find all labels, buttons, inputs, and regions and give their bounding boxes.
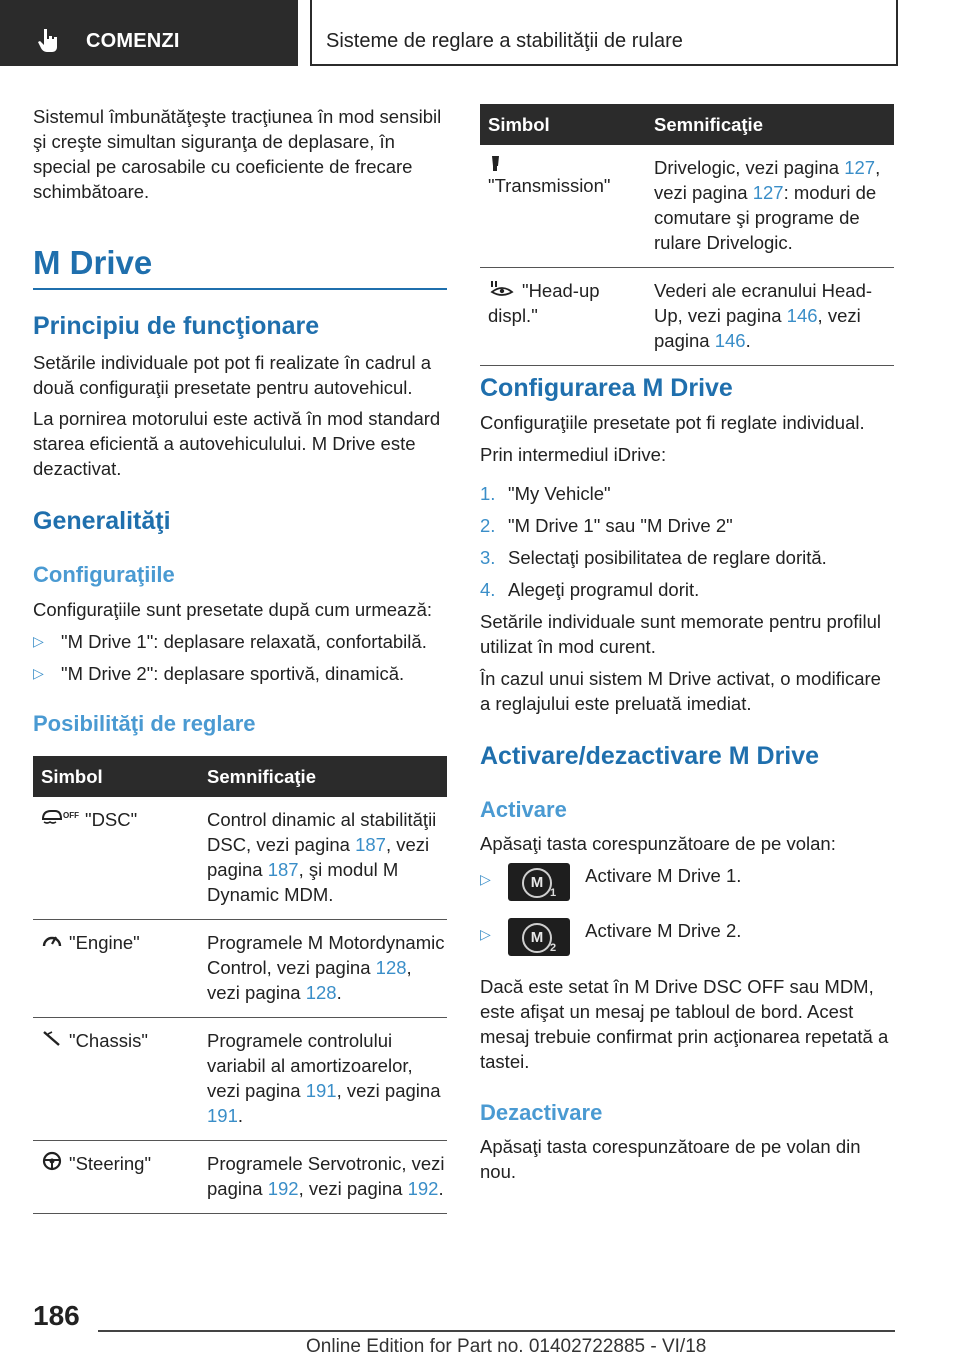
header-symbol: Simbol bbox=[480, 104, 646, 145]
page-number: 186 bbox=[33, 1300, 80, 1331]
table-header-row bbox=[33, 756, 447, 797]
configure-paragraph-1: Configuraţiile presetate pot fi reglate individual. bbox=[480, 412, 865, 433]
general-heading: Generalităţi bbox=[33, 507, 171, 535]
activate-deactivate-heading: Activare/dezactivare M Drive bbox=[480, 742, 820, 770]
configure-heading: Configurarea M Drive bbox=[480, 374, 733, 402]
configure-paragraph-4: În cazul unui sistem M Drive activat, o modificare a reglajului este preluată imediat. bbox=[480, 668, 881, 714]
bullet-triangle-icon: ▷ bbox=[33, 665, 44, 681]
principle-paragraph-1: Setările individuale pot pot fi realizate în cadrul a două configuraţii presetate pentru autovehicul. bbox=[33, 352, 431, 398]
m-drive-heading: M Drive bbox=[33, 244, 153, 281]
page-link[interactable]: 191 bbox=[207, 1105, 238, 1126]
edition-text: Online Edition for Part no. 01402722885 - VI/18 bbox=[306, 1336, 707, 1357]
symbol-cell: "Transmission" bbox=[480, 145, 646, 268]
activate-paragraph: Apăsaţi tasta corespunzătoare de pe volan: bbox=[480, 833, 836, 854]
step-1: 1. "My Vehicle" bbox=[480, 483, 611, 504]
hand-pointer-icon bbox=[38, 27, 62, 53]
table-row bbox=[480, 145, 894, 268]
configure-paragraph-2: Prin intermediul iDrive: bbox=[480, 444, 667, 465]
footer-rule bbox=[98, 1330, 895, 1332]
steering-wheel-icon bbox=[41, 1151, 63, 1171]
gear-lever-icon bbox=[488, 155, 502, 173]
deactivate-paragraph: Apăsaţi tasta corespunzătoare de pe volan din nou. bbox=[480, 1136, 861, 1182]
svg-text:OFF: OFF bbox=[63, 811, 79, 820]
activate-item-2: ▷ M 2 Activare M Drive 2. bbox=[480, 920, 742, 954]
meaning-cell: Programele Servotronic, vezi pagina 192, vezi pagina 192. bbox=[199, 1141, 447, 1214]
symbols-table-wrap bbox=[480, 104, 894, 366]
symbol-cell: "Chassis" bbox=[33, 1018, 199, 1141]
page-link[interactable]: 127 bbox=[844, 157, 876, 178]
section-title: Sisteme de reglare a stabilităţii de rulare bbox=[326, 30, 683, 52]
chassis-icon bbox=[41, 1028, 63, 1048]
page-link[interactable]: 187 bbox=[267, 859, 299, 880]
principle-paragraph-2: La pornirea motorului este activă în mod standard starea eficientă a autovehiculului. M Drive este dezactivat. bbox=[33, 408, 441, 479]
activate-heading: Activare bbox=[480, 797, 567, 822]
table-row bbox=[33, 1141, 447, 1214]
page-link[interactable]: 128 bbox=[375, 957, 407, 978]
bullet-triangle-icon: ▷ bbox=[480, 926, 491, 942]
config-item-1: ▷ "M Drive 1": deplasare relaxată, confortabilă. bbox=[33, 631, 427, 652]
page-link[interactable]: 128 bbox=[305, 982, 337, 1003]
deactivate-heading: Dezactivare bbox=[480, 1100, 603, 1125]
symbol-cell: "Engine" bbox=[33, 920, 199, 1018]
table-row bbox=[33, 797, 447, 920]
table-header-row bbox=[480, 104, 894, 145]
principle-heading: Principiu de funcţionare bbox=[33, 312, 320, 340]
options-table bbox=[33, 756, 447, 1214]
meaning-cell: Drivelogic, vezi pagina 127, vezi pagina 127: moduri de comutare şi programe de rulare Drivelogic. bbox=[646, 145, 894, 268]
meaning-cell: Control dinamic al stabilităţii DSC, vezi pagina 187, vezi pagina 187, şi modul M Dynamic MDM. bbox=[199, 797, 447, 920]
section-header bbox=[310, 0, 898, 66]
step-3: 3. Selectaţi posibilitatea de reglare dorită. bbox=[480, 547, 827, 568]
activate-item-1: ▷ M 1 Activare M Drive 1. bbox=[480, 865, 742, 899]
symbols-table bbox=[480, 104, 894, 366]
page-link[interactable]: 192 bbox=[267, 1178, 299, 1199]
chapter-tab[interactable] bbox=[0, 0, 298, 66]
dsc-off-icon bbox=[41, 807, 79, 827]
page-link[interactable]: 146 bbox=[714, 330, 746, 351]
symbol-cell: OFF "DSC" bbox=[33, 797, 199, 920]
configure-paragraph-3: Setările individuale sunt memorate pentru profilul utilizat în mod curent. bbox=[480, 611, 882, 657]
step-4: 4. Alegeţi programul dorit. bbox=[480, 579, 700, 600]
activate-paragraph-2: Dacă este setat în M Drive DSC OFF sau MDM, este afişat un mesaj pe tabloul de bord. Acest mesaj trebuie confirmat prin acţionarea repetată a tastei. bbox=[480, 976, 889, 1072]
config-heading: Configuraţiile bbox=[33, 562, 175, 587]
page-link[interactable]: 192 bbox=[407, 1178, 439, 1199]
m-drive-heading-block bbox=[33, 244, 447, 290]
bullet-triangle-icon: ▷ bbox=[480, 871, 491, 887]
page-link[interactable]: 191 bbox=[305, 1080, 337, 1101]
header-meaning: Semnificaţie bbox=[646, 104, 894, 145]
step-2: 2. "M Drive 1" sau "M Drive 2" bbox=[480, 515, 733, 536]
options-table-wrap bbox=[33, 756, 447, 1214]
config-item-2: ▷ "M Drive 2": deplasare sportivă, dinamică. bbox=[33, 663, 405, 684]
symbol-cell: "Head-up displ." bbox=[480, 268, 646, 366]
meaning-cell: Vederi ale ecranului Head-Up, vezi pagina 146, vezi pagina 146. bbox=[646, 268, 894, 366]
m2-button-image: M 2 bbox=[508, 918, 570, 956]
table-row bbox=[33, 1018, 447, 1141]
header-symbol: Simbol bbox=[33, 756, 199, 797]
page-link[interactable]: 187 bbox=[355, 834, 386, 855]
m1-button-image: M 1 bbox=[508, 863, 570, 901]
symbol-cell: "Steering" bbox=[33, 1141, 199, 1214]
heading-rule bbox=[33, 288, 447, 290]
table-row bbox=[480, 268, 894, 366]
options-heading: Posibilităţi de reglare bbox=[33, 711, 256, 736]
header-meaning: Semnificaţie bbox=[199, 756, 447, 797]
meaning-cell: Programele M Motordynamic Control, vezi pagina 128, vezi pagina 128. bbox=[199, 920, 447, 1018]
chapter-tab-label: COMENZI bbox=[86, 30, 180, 52]
table-row bbox=[33, 920, 447, 1018]
head-up-display-icon bbox=[488, 278, 516, 298]
page-link[interactable]: 127 bbox=[752, 182, 784, 203]
intro-paragraph: Sistemul îmbunătăţeşte tracţiunea în mod sensibil şi creşte simultan siguranţa de deplasare, în special pe carosabile cu coeficiente de frecare schimbătoare. bbox=[33, 106, 442, 202]
bullet-triangle-icon: ▷ bbox=[33, 633, 44, 649]
page-link[interactable]: 146 bbox=[786, 305, 818, 326]
meaning-cell: Programele controlului variabil al amortizoarelor, vezi pagina 191, vezi pagina 191. bbox=[199, 1018, 447, 1141]
config-paragraph: Configuraţiile sunt presetate după cum urmează: bbox=[33, 599, 432, 620]
engine-gauge-icon bbox=[41, 930, 63, 950]
